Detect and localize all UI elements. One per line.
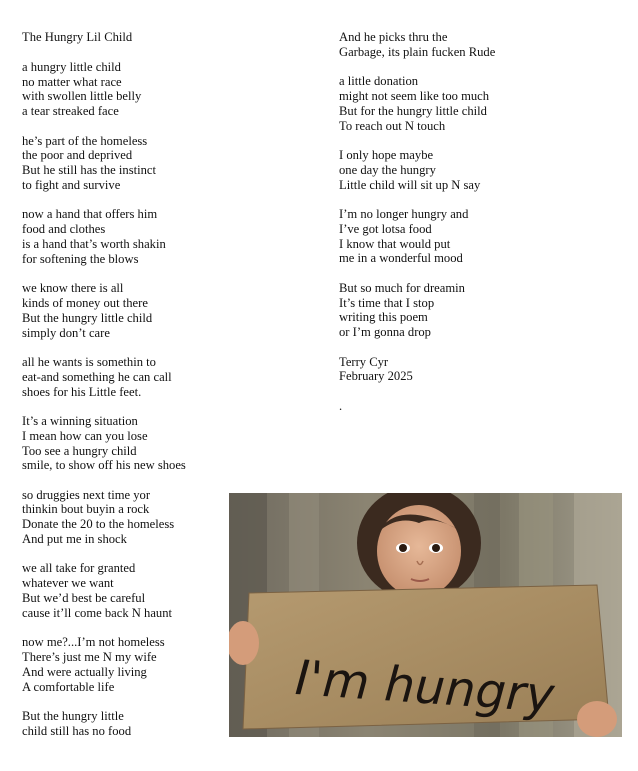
poem-line: cause it’ll come back N haunt: [22, 605, 173, 620]
stanza: [22, 207, 312, 266]
stanza: [22, 134, 312, 193]
child-holding-sign-image: [229, 493, 622, 737]
poem-line: we know there is all: [22, 281, 124, 296]
poem-line: a hungry little child: [22, 59, 121, 74]
poem-right-column: [339, 30, 619, 414]
poem-line: kinds of money out there: [22, 295, 148, 310]
trailing-mark: .: [339, 398, 343, 413]
poem-title: The Hungry Lil Child: [22, 30, 133, 44]
poem-line: It’s time that I stop: [339, 295, 435, 310]
stanza: [339, 207, 619, 266]
stanza: [22, 60, 312, 119]
poem-line: shoes for his Little feet.: [22, 384, 142, 399]
poem-line: to fight and survive: [22, 177, 121, 192]
poem-line: I mean how can you lose: [22, 428, 148, 443]
poem-line: is a hand that’s worth shakin: [22, 236, 166, 251]
stanza: [22, 355, 312, 399]
stanza: [22, 281, 312, 340]
poem-line: eat-and something he can call: [22, 369, 172, 384]
poem-line: But the hungry little child: [22, 310, 153, 325]
poem-line: or I’m gonna drop: [339, 325, 431, 340]
poem-line: a tear streaked face: [22, 104, 119, 119]
poem-line: food and clothes: [22, 222, 106, 237]
stanza: [339, 281, 619, 340]
poem-line: I’ve got lotsa food: [339, 221, 432, 236]
hungry-child-photo: [229, 493, 622, 737]
sign-text: I'm hungry: [293, 650, 556, 724]
right-stanzas: [339, 30, 619, 340]
poem-line: child still has no food: [22, 723, 132, 738]
poem-line: Too see a hungry child: [22, 443, 137, 458]
poem-line: me in a wonderful mood: [339, 251, 463, 266]
poem-line: might not seem like too much: [339, 88, 490, 103]
poem-line: And put me in shock: [22, 532, 127, 547]
poem-line: But he still has the instinct: [22, 163, 156, 178]
author-name: Terry Cyr: [339, 354, 389, 369]
poem-line: And he picks thru the: [339, 30, 448, 44]
poem-line: no matter what race: [22, 74, 122, 89]
signature: [339, 355, 619, 385]
poem-line: thinkin bout buyin a rock: [22, 502, 150, 517]
stanza: [339, 30, 619, 60]
poem-line: I know that would put: [339, 236, 451, 251]
poem-line: Garbage, its plain fucken Rude: [339, 44, 496, 59]
poem-line: But for the hungry little child: [339, 103, 487, 118]
poem-line: But we’d best be careful: [22, 591, 146, 606]
poem-line: But so much for dreamin: [339, 280, 465, 295]
poem-line: Donate the 20 to the homeless: [22, 517, 175, 532]
poem-line: now a hand that offers him: [22, 207, 158, 222]
poem-line: now me?...I’m not homeless: [22, 635, 165, 650]
poem-line: all he wants is somethin to: [22, 354, 156, 369]
poem-line: a little donation: [339, 74, 419, 89]
poem-line: we all take for granted: [22, 561, 136, 576]
poem-line: And were actually living: [22, 664, 147, 679]
poem-line: for softening the blows: [22, 251, 139, 266]
poem-line: But the hungry little: [22, 709, 124, 724]
poem-line: There’s just me N my wife: [22, 650, 157, 665]
poem-line: whatever we want: [22, 576, 114, 591]
poem-line: one day the hungry: [339, 162, 436, 177]
stanza: [339, 74, 619, 133]
poem-date: February 2025: [339, 369, 413, 384]
poem-line: I’m no longer hungry and: [339, 206, 469, 221]
stanza: [22, 414, 312, 473]
poem-line: with swollen little belly: [22, 89, 142, 104]
poem-line: writing this poem: [339, 310, 428, 325]
poem-line: To reach out N touch: [339, 118, 446, 133]
poem-line: It’s a winning situation: [22, 413, 138, 428]
poem-line: simply don’t care: [22, 325, 110, 340]
poem-line: he’s part of the homeless: [22, 133, 148, 148]
poem-line: the poor and deprived: [22, 148, 133, 163]
poem-line: smile, to show off his new shoes: [22, 458, 186, 473]
stanza: [339, 148, 619, 192]
poem-line: Little child will sit up N say: [339, 177, 481, 192]
poem-line: A comfortable life: [22, 679, 115, 694]
poem-line: so druggies next time yor: [22, 487, 151, 502]
poem-line: I only hope maybe: [339, 147, 434, 162]
